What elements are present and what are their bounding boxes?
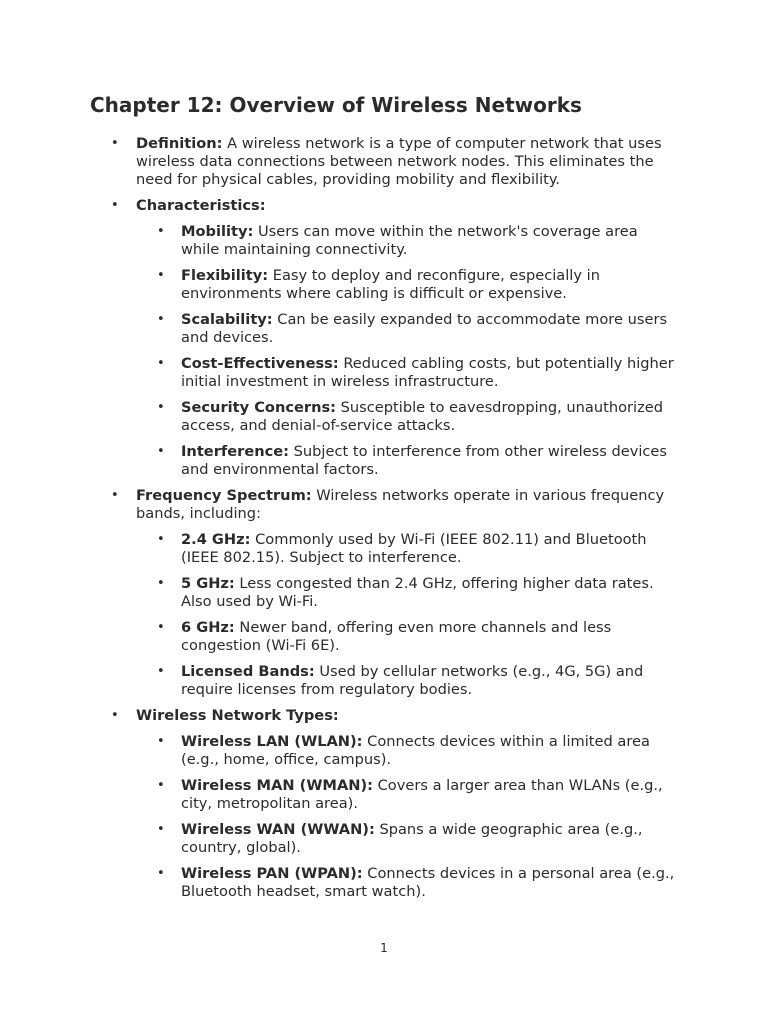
sub-item: [136, 663, 680, 699]
item-term: Characteristics:: [136, 197, 266, 214]
sub-item: [136, 619, 680, 655]
sub-item: [136, 443, 680, 479]
sub-item-term: 2.4 GHz:: [181, 531, 251, 548]
list-item-characteristics: [90, 197, 680, 479]
sub-item-term: Wireless MAN (WMAN):: [181, 777, 373, 794]
sub-item-text: Used by cellular networks (e.g., 4G, 5G) and require licenses from regulatory bodies.: [181, 663, 644, 698]
sub-item: [136, 223, 680, 259]
sub-item: [136, 777, 680, 813]
list-item-definition: [90, 135, 680, 189]
sub-item-text: Spans a wide geographic area (e.g., country, global).: [181, 821, 643, 856]
sub-item-term: 5 GHz:: [181, 575, 235, 592]
sub-item-text: Newer band, offering even more channels and less congestion (Wi-Fi 6E).: [181, 619, 612, 654]
sub-item-term: Interference:: [181, 443, 290, 460]
item-term: Definition:: [136, 135, 223, 152]
list-item-frequency-spectrum: [90, 487, 680, 699]
sub-item: [136, 733, 680, 769]
sub-item-text: Covers a larger area than WLANs (e.g., city, metropolitan area).: [181, 777, 663, 812]
sub-item-text: Connects devices within a limited area (e.g., home, office, campus).: [181, 733, 650, 768]
sub-list: [136, 223, 680, 479]
sub-item-text: Less congested than 2.4 GHz, offering higher data rates. Also used by Wi-Fi.: [181, 575, 654, 610]
sub-item-term: Mobility:: [181, 223, 254, 240]
sub-item-text: Can be easily expanded to accommodate more users and devices.: [181, 311, 668, 346]
sub-item: [136, 355, 680, 391]
item-term: Frequency Spectrum:: [136, 487, 312, 504]
chapter-title: Chapter 12: Overview of Wireless Networks: [90, 93, 582, 117]
sub-list: [136, 733, 680, 901]
sub-item: [136, 865, 680, 901]
item-text: Wireless networks operate in various frequency bands, including:: [136, 487, 665, 522]
sub-item-text: Subject to interference from other wireless devices and environmental factors.: [181, 443, 667, 478]
sub-item: [136, 821, 680, 857]
sub-item: [136, 267, 680, 303]
sub-item-text: Connects devices in a personal area (e.g., Bluetooth headset, smart watch).: [181, 865, 675, 900]
item-text: A wireless network is a type of computer network that uses wireless data connections between network nodes. This eliminates the need for physical cables, providing mobility and flexibility.: [136, 135, 662, 188]
sub-item-term: Wireless WAN (WWAN):: [181, 821, 375, 838]
sub-item: [136, 311, 680, 347]
sub-item-text: Users can move within the network's coverage area while maintaining connectivity.: [181, 223, 638, 258]
sub-item-term: Wireless LAN (WLAN):: [181, 733, 363, 750]
sub-list: [136, 531, 680, 699]
sub-item-text: Easy to deploy and reconfigure, especially in environments where cabling is difficult or expensive.: [181, 267, 600, 302]
document-page: [90, 92, 680, 909]
list-item-network-types: [90, 707, 680, 901]
sub-item-term: Scalability:: [181, 311, 273, 328]
sub-item-term: Wireless PAN (WPAN):: [181, 865, 363, 882]
sub-item-term: Security Concerns:: [181, 399, 337, 416]
bullet-list: [90, 135, 680, 901]
sub-item: [136, 399, 680, 435]
sub-item: [136, 531, 680, 567]
page-number: 1: [380, 941, 388, 955]
sub-item: [136, 575, 680, 611]
sub-item-term: Licensed Bands:: [181, 663, 315, 680]
sub-item-text: Susceptible to eavesdropping, unauthorized access, and denial-of-service attacks.: [181, 399, 663, 434]
sub-item-term: 6 GHz:: [181, 619, 235, 636]
sub-item-term: Cost-Effectiveness:: [181, 355, 339, 372]
sub-item-term: Flexibility:: [181, 267, 269, 284]
sub-item-text: Reduced cabling costs, but potentially higher initial investment in wireless infrastructure.: [181, 355, 674, 390]
item-term: Wireless Network Types:: [136, 707, 339, 724]
sub-item-text: Commonly used by Wi-Fi (IEEE 802.11) and Bluetooth (IEEE 802.15). Subject to interference.: [181, 531, 647, 566]
